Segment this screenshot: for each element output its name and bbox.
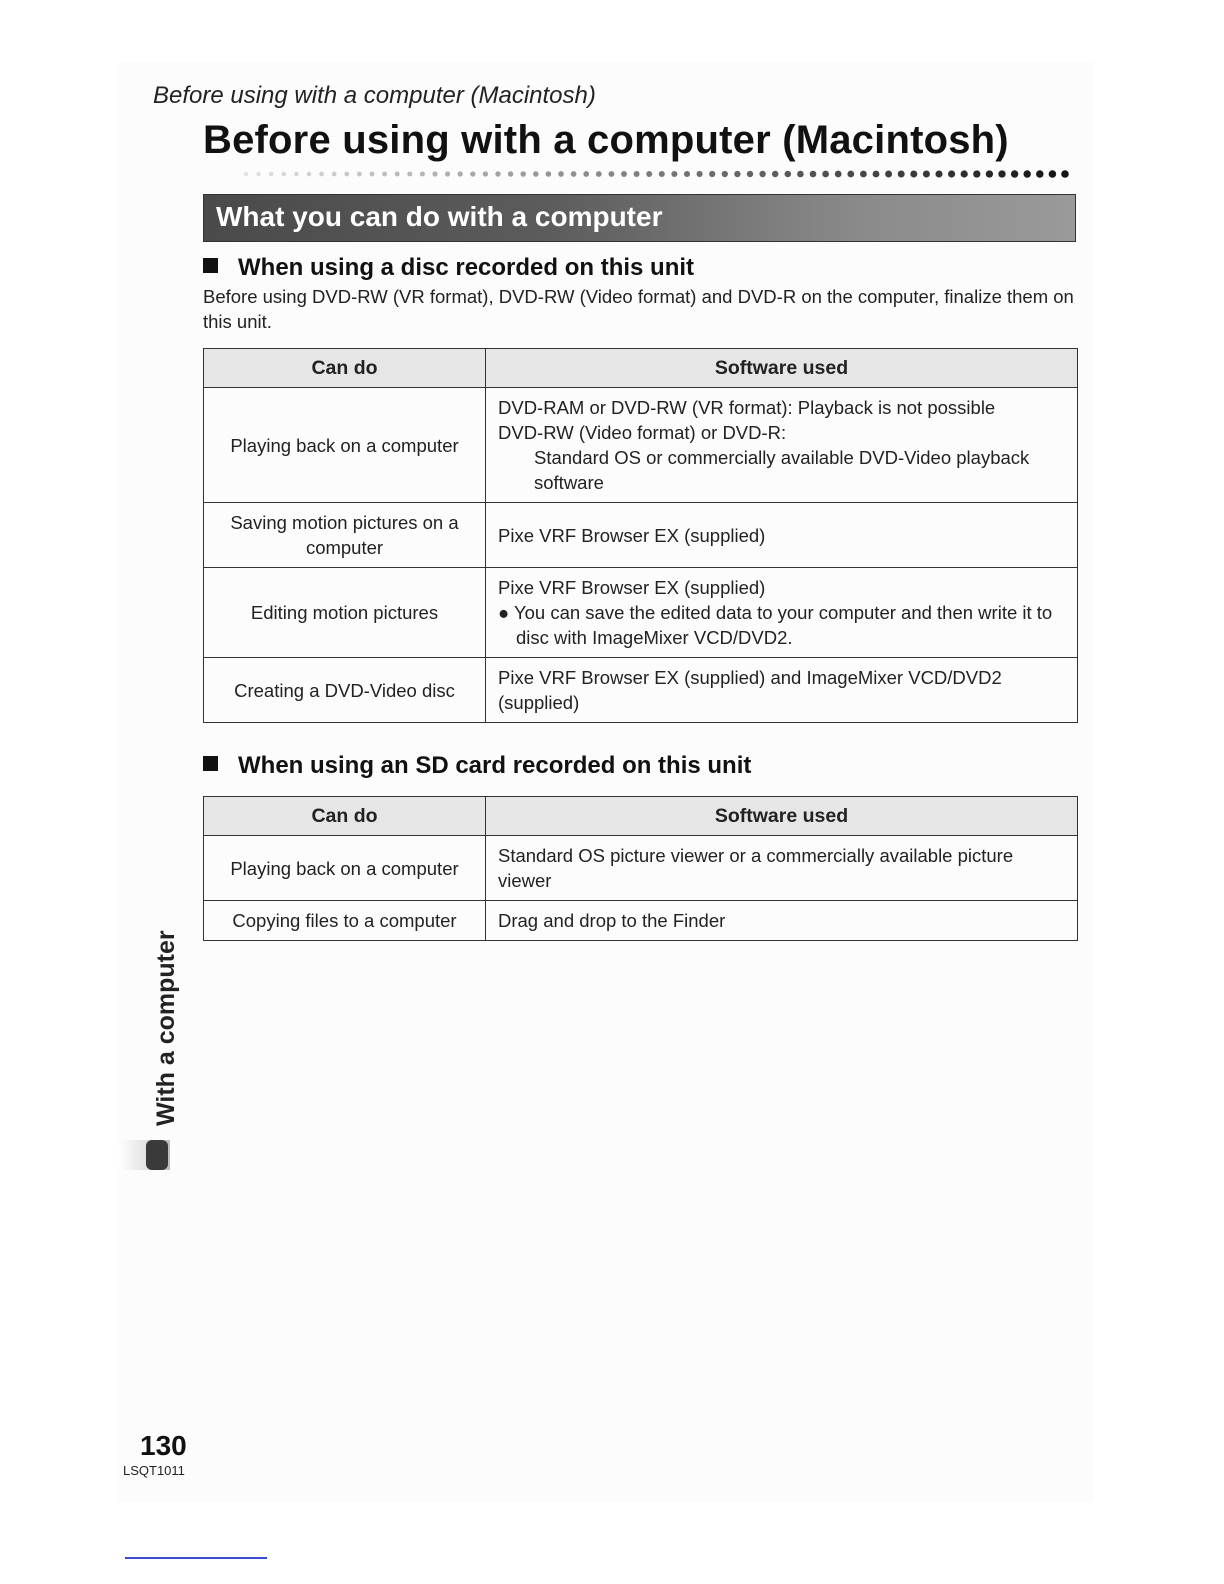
page-number: 130 xyxy=(140,1430,187,1461)
can-do-cell: Playing back on a computer xyxy=(204,388,486,503)
rule-dot xyxy=(621,171,627,177)
column-header-can-do: Can do xyxy=(204,797,486,836)
rule-dot xyxy=(382,172,387,177)
chapter-side-label: With a computer xyxy=(152,930,180,1126)
software-cell: Pixe VRF Browser EX (supplied) and ImageMixer VCD/DVD2 (supplied) xyxy=(486,658,1078,723)
rule-dot xyxy=(659,171,665,177)
rule-dot xyxy=(898,171,905,178)
rule-dot xyxy=(709,171,715,177)
rule-dot xyxy=(432,171,437,176)
rule-dot xyxy=(986,170,993,177)
rule-dot xyxy=(785,171,792,178)
table-row xyxy=(204,836,1078,901)
square-bullet-icon xyxy=(203,756,218,771)
running-head: Before using with a computer (Macintosh) xyxy=(153,82,596,109)
software-cell: Standard OS picture viewer or a commercially available picture viewer xyxy=(486,836,1078,901)
rule-dot xyxy=(495,171,500,176)
rule-dot xyxy=(860,171,867,178)
can-do-cell: Editing motion pictures xyxy=(204,568,486,658)
sd-section-heading-text: When using an SD card recorded on this unit xyxy=(238,752,752,779)
rule-dot xyxy=(948,170,955,177)
disc-section-heading-text: When using a disc recorded on this unit xyxy=(238,254,695,281)
rule-dot xyxy=(1061,170,1069,178)
rule-dot xyxy=(671,171,677,177)
software-cell xyxy=(486,568,1078,658)
rule-dot xyxy=(470,171,475,176)
software-cell: Drag and drop to the Finder xyxy=(486,901,1078,941)
rule-dot xyxy=(608,171,614,177)
square-bullet-icon xyxy=(203,258,218,273)
chapter-tab-marker xyxy=(118,1140,170,1170)
rule-dot xyxy=(847,171,854,178)
rule-dot xyxy=(772,171,778,177)
rule-dot xyxy=(307,172,312,177)
column-header-software-used: Software used xyxy=(486,797,1078,836)
rule-dot xyxy=(885,171,892,178)
rule-dot xyxy=(370,172,375,177)
rule-dot xyxy=(395,172,400,177)
can-do-cell: Playing back on a computer xyxy=(204,836,486,901)
rule-dot xyxy=(684,171,690,177)
can-do-cell: Saving motion pictures on a computer xyxy=(204,503,486,568)
rule-dot xyxy=(546,171,552,177)
rule-dot xyxy=(1049,170,1057,178)
disc-software-table xyxy=(203,348,1078,723)
chapter-tab-block xyxy=(146,1140,168,1170)
document-code: LSQT1011 xyxy=(123,1463,185,1478)
rule-dot xyxy=(596,171,602,177)
rule-dot xyxy=(973,170,980,177)
rule-dot xyxy=(923,170,930,177)
rule-dot xyxy=(998,170,1005,177)
rule-dot xyxy=(244,172,248,176)
rule-dot xyxy=(508,171,513,176)
footer-rule xyxy=(125,1557,267,1559)
rule-dot xyxy=(282,172,287,177)
table-row xyxy=(204,901,1078,941)
sd-section-heading xyxy=(203,752,751,780)
bullet-dot-icon: ● xyxy=(498,602,514,623)
section-banner-text: What you can do with a computer xyxy=(216,201,663,232)
rule-dot xyxy=(357,172,362,177)
rule-dot xyxy=(759,171,765,177)
rule-dot xyxy=(407,171,412,176)
rule-dot xyxy=(822,171,829,178)
table-row xyxy=(204,388,1078,503)
table-row xyxy=(204,658,1078,723)
rule-dot xyxy=(873,171,880,178)
rule-dot xyxy=(445,171,450,176)
column-header-can-do: Can do xyxy=(204,349,486,388)
software-cell: Pixe VRF Browser EX (supplied) xyxy=(486,503,1078,568)
table-row xyxy=(204,568,1078,658)
rule-dot xyxy=(961,170,968,177)
rule-dot xyxy=(1023,170,1030,177)
rule-dot xyxy=(319,172,324,177)
rule-dot xyxy=(697,171,703,177)
rule-dot xyxy=(722,171,728,177)
rule-dot xyxy=(583,171,589,177)
rule-dot xyxy=(1011,170,1018,177)
rule-dot xyxy=(910,170,917,177)
dotted-rule-divider xyxy=(240,167,1078,181)
bullet-note-text: You can save the edited data to your computer and then write it to disc with ImageMixer VCD/DVD2. xyxy=(513,602,1053,648)
rule-dot xyxy=(1036,170,1044,178)
rule-dot xyxy=(634,171,640,177)
rule-dot xyxy=(935,170,942,177)
rule-dot xyxy=(734,171,740,177)
table-row xyxy=(204,503,1078,568)
table-header-row xyxy=(204,349,1078,388)
rule-dot xyxy=(646,171,652,177)
software-line: Pixe VRF Browser EX (supplied) xyxy=(498,577,766,598)
can-do-cell: Copying files to a computer xyxy=(204,901,486,941)
rule-dot xyxy=(344,172,349,177)
rule-dot xyxy=(458,171,463,176)
page-title: Before using with a computer (Macintosh) xyxy=(203,118,1009,162)
bullet-note xyxy=(498,600,1065,650)
rule-dot xyxy=(835,171,842,178)
software-line: DVD-RAM or DVD-RW (VR format): Playback is not possible xyxy=(498,397,996,418)
rule-dot xyxy=(483,171,488,176)
software-line: Standard OS or commercially available DVD-Video playback software xyxy=(534,447,1030,493)
disc-section-heading xyxy=(203,254,694,282)
rule-dot xyxy=(533,171,539,177)
rule-dot xyxy=(420,171,425,176)
rule-dot xyxy=(332,172,337,177)
rule-dot xyxy=(558,171,564,177)
sd-software-table xyxy=(203,796,1078,941)
software-cell xyxy=(486,388,1078,503)
section-banner xyxy=(203,194,1076,242)
disc-section-intro: Before using DVD-RW (VR format), DVD-RW (Video format) and DVD-R on the computer, finalize them on this unit. xyxy=(203,286,1074,332)
column-header-software-used: Software used xyxy=(486,349,1078,388)
rule-dot xyxy=(797,171,804,178)
rule-dot xyxy=(294,172,299,177)
rule-dot xyxy=(256,172,260,176)
table-header-row xyxy=(204,797,1078,836)
can-do-cell: Creating a DVD-Video disc xyxy=(204,658,486,723)
rule-dot xyxy=(571,171,577,177)
rule-dot xyxy=(747,171,753,177)
rule-dot xyxy=(810,171,817,178)
software-line: DVD-RW (Video format) or DVD-R: xyxy=(498,422,787,443)
rule-dot xyxy=(520,171,525,176)
rule-dot xyxy=(269,172,273,176)
